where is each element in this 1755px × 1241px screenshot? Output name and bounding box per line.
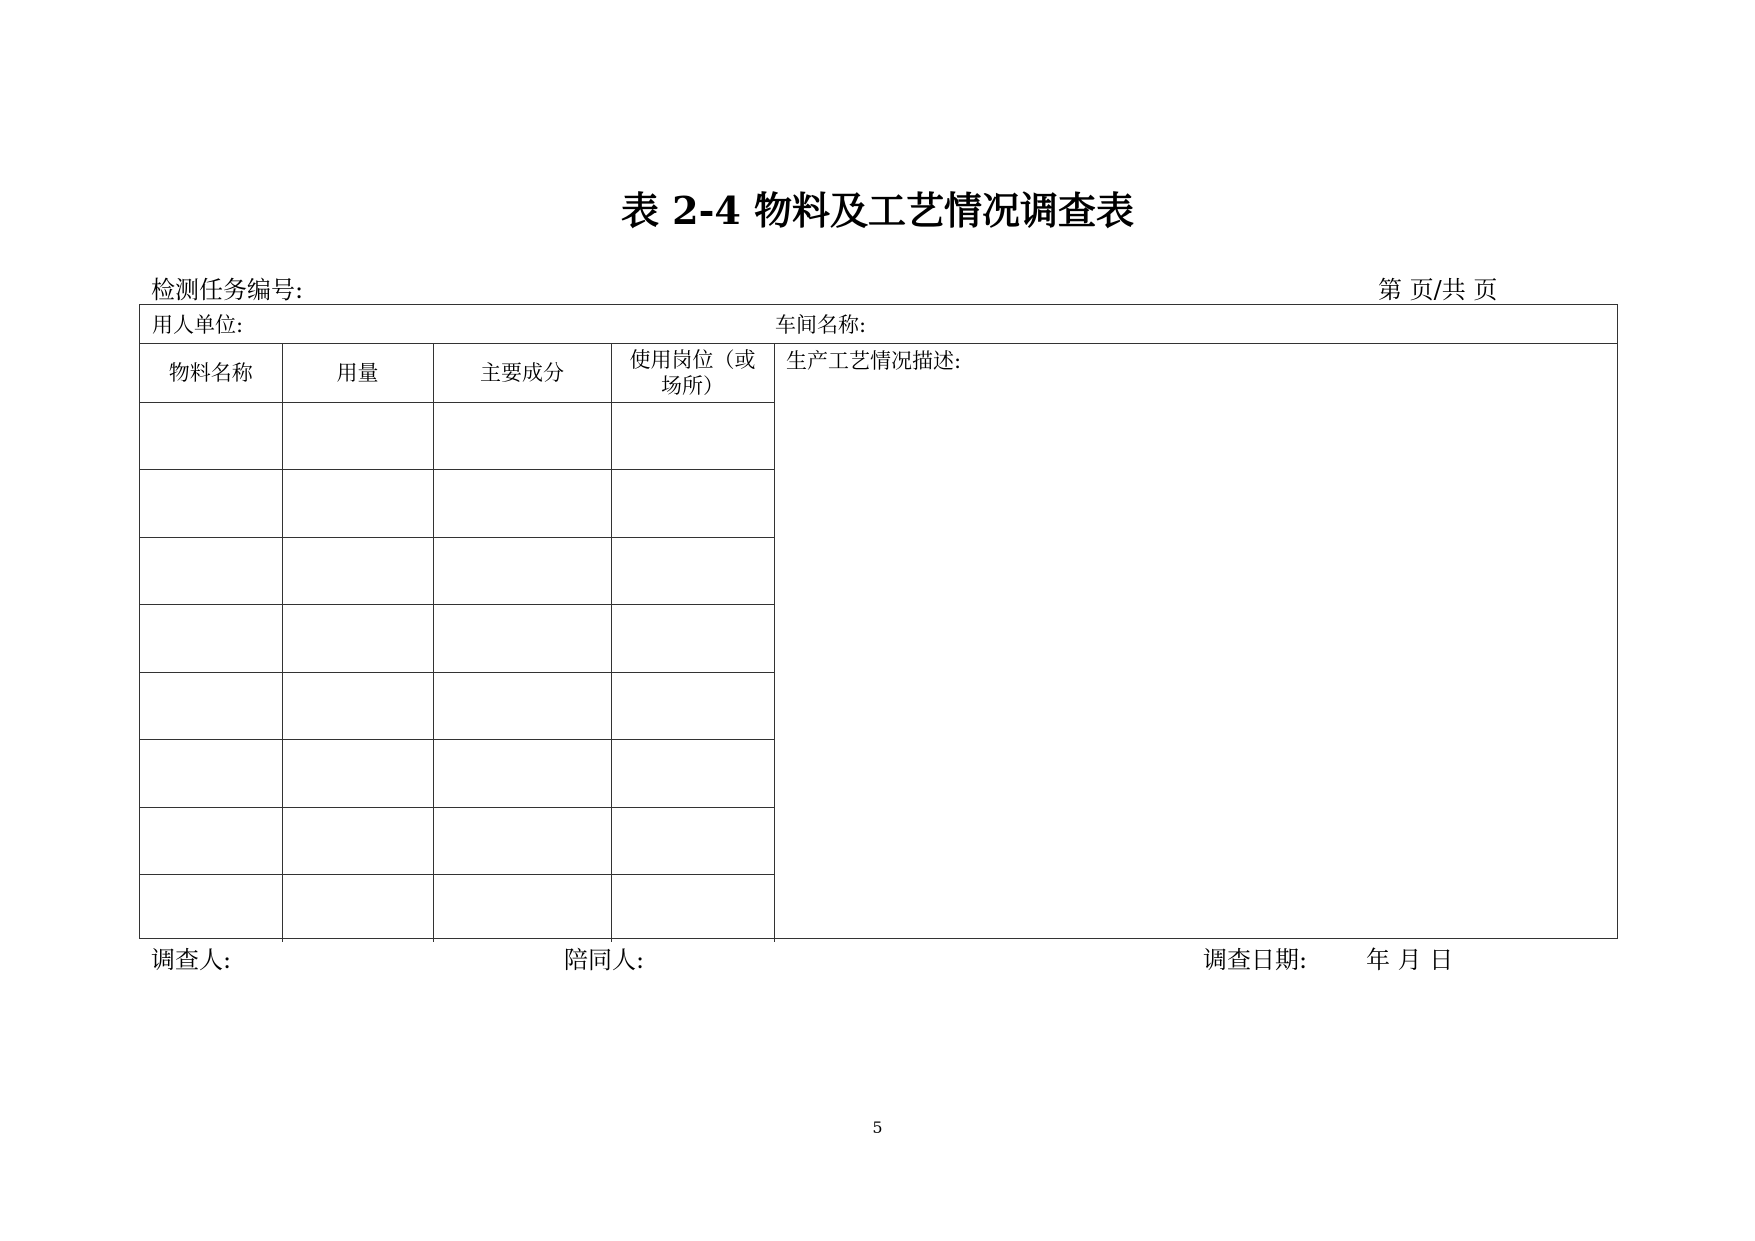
table-header-row xyxy=(140,344,774,402)
cell-material-name[interactable] xyxy=(140,402,282,470)
cell-material-name[interactable] xyxy=(140,605,282,673)
table-row xyxy=(140,402,774,470)
cell-position[interactable] xyxy=(611,402,774,470)
cell-position[interactable] xyxy=(611,470,774,538)
cell-usage-amount[interactable] xyxy=(282,807,433,875)
cell-position[interactable] xyxy=(611,672,774,740)
survey-date-label: 调查日期: xyxy=(1203,946,1308,974)
material-table xyxy=(140,344,775,942)
table-row xyxy=(140,470,774,538)
unit-row xyxy=(140,305,1617,344)
header-usage-amount: 用量 xyxy=(282,344,433,402)
survey-date-fields: 年 月 日 xyxy=(1366,946,1454,974)
document-title: 表 2-4 物料及工艺情况调查表 xyxy=(620,188,1135,233)
cell-usage-amount[interactable] xyxy=(282,470,433,538)
cell-main-component[interactable] xyxy=(433,807,611,875)
task-number-label: 检测任务编号: xyxy=(151,276,304,304)
header-position xyxy=(611,344,774,402)
cell-usage-amount[interactable] xyxy=(282,402,433,470)
cell-material-name[interactable] xyxy=(140,672,282,740)
table-row xyxy=(140,672,774,740)
page-number: 5 xyxy=(872,1118,883,1137)
cell-main-component[interactable] xyxy=(433,402,611,470)
cell-main-component[interactable] xyxy=(433,875,611,943)
cell-main-component[interactable] xyxy=(433,605,611,673)
cell-material-name[interactable] xyxy=(140,875,282,943)
table-row xyxy=(140,740,774,808)
cell-material-name[interactable] xyxy=(140,740,282,808)
cell-main-component[interactable] xyxy=(433,740,611,808)
cell-main-component[interactable] xyxy=(433,672,611,740)
cell-usage-amount[interactable] xyxy=(282,537,433,605)
header-main-component: 主要成分 xyxy=(433,344,611,402)
table-row xyxy=(140,875,774,943)
cell-position[interactable] xyxy=(611,875,774,943)
cell-material-name[interactable] xyxy=(140,807,282,875)
table-row xyxy=(140,605,774,673)
cell-usage-amount[interactable] xyxy=(282,875,433,943)
table-row xyxy=(140,537,774,605)
cell-main-component[interactable] xyxy=(433,470,611,538)
workshop-label: 车间名称: xyxy=(775,313,867,337)
accompanying-label: 陪同人: xyxy=(564,946,645,974)
cell-material-name[interactable] xyxy=(140,470,282,538)
table-row xyxy=(140,807,774,875)
header-position-line2: 场所） xyxy=(661,373,724,398)
process-description-label: 生产工艺情况描述: xyxy=(786,349,962,373)
employer-label: 用人单位: xyxy=(152,313,244,337)
process-description-area[interactable] xyxy=(774,344,1617,938)
header-material-name: 物料名称 xyxy=(140,344,282,402)
cell-position[interactable] xyxy=(611,740,774,808)
page-info: 第 页/共 页 xyxy=(1378,276,1498,304)
header-position-line1: 使用岗位（或 xyxy=(629,347,756,372)
survey-form xyxy=(139,304,1618,939)
cell-position[interactable] xyxy=(611,537,774,605)
cell-usage-amount[interactable] xyxy=(282,672,433,740)
cell-position[interactable] xyxy=(611,605,774,673)
cell-position[interactable] xyxy=(611,807,774,875)
cell-main-component[interactable] xyxy=(433,537,611,605)
investigator-label: 调查人: xyxy=(151,946,232,974)
cell-usage-amount[interactable] xyxy=(282,605,433,673)
cell-usage-amount[interactable] xyxy=(282,740,433,808)
cell-material-name[interactable] xyxy=(140,537,282,605)
